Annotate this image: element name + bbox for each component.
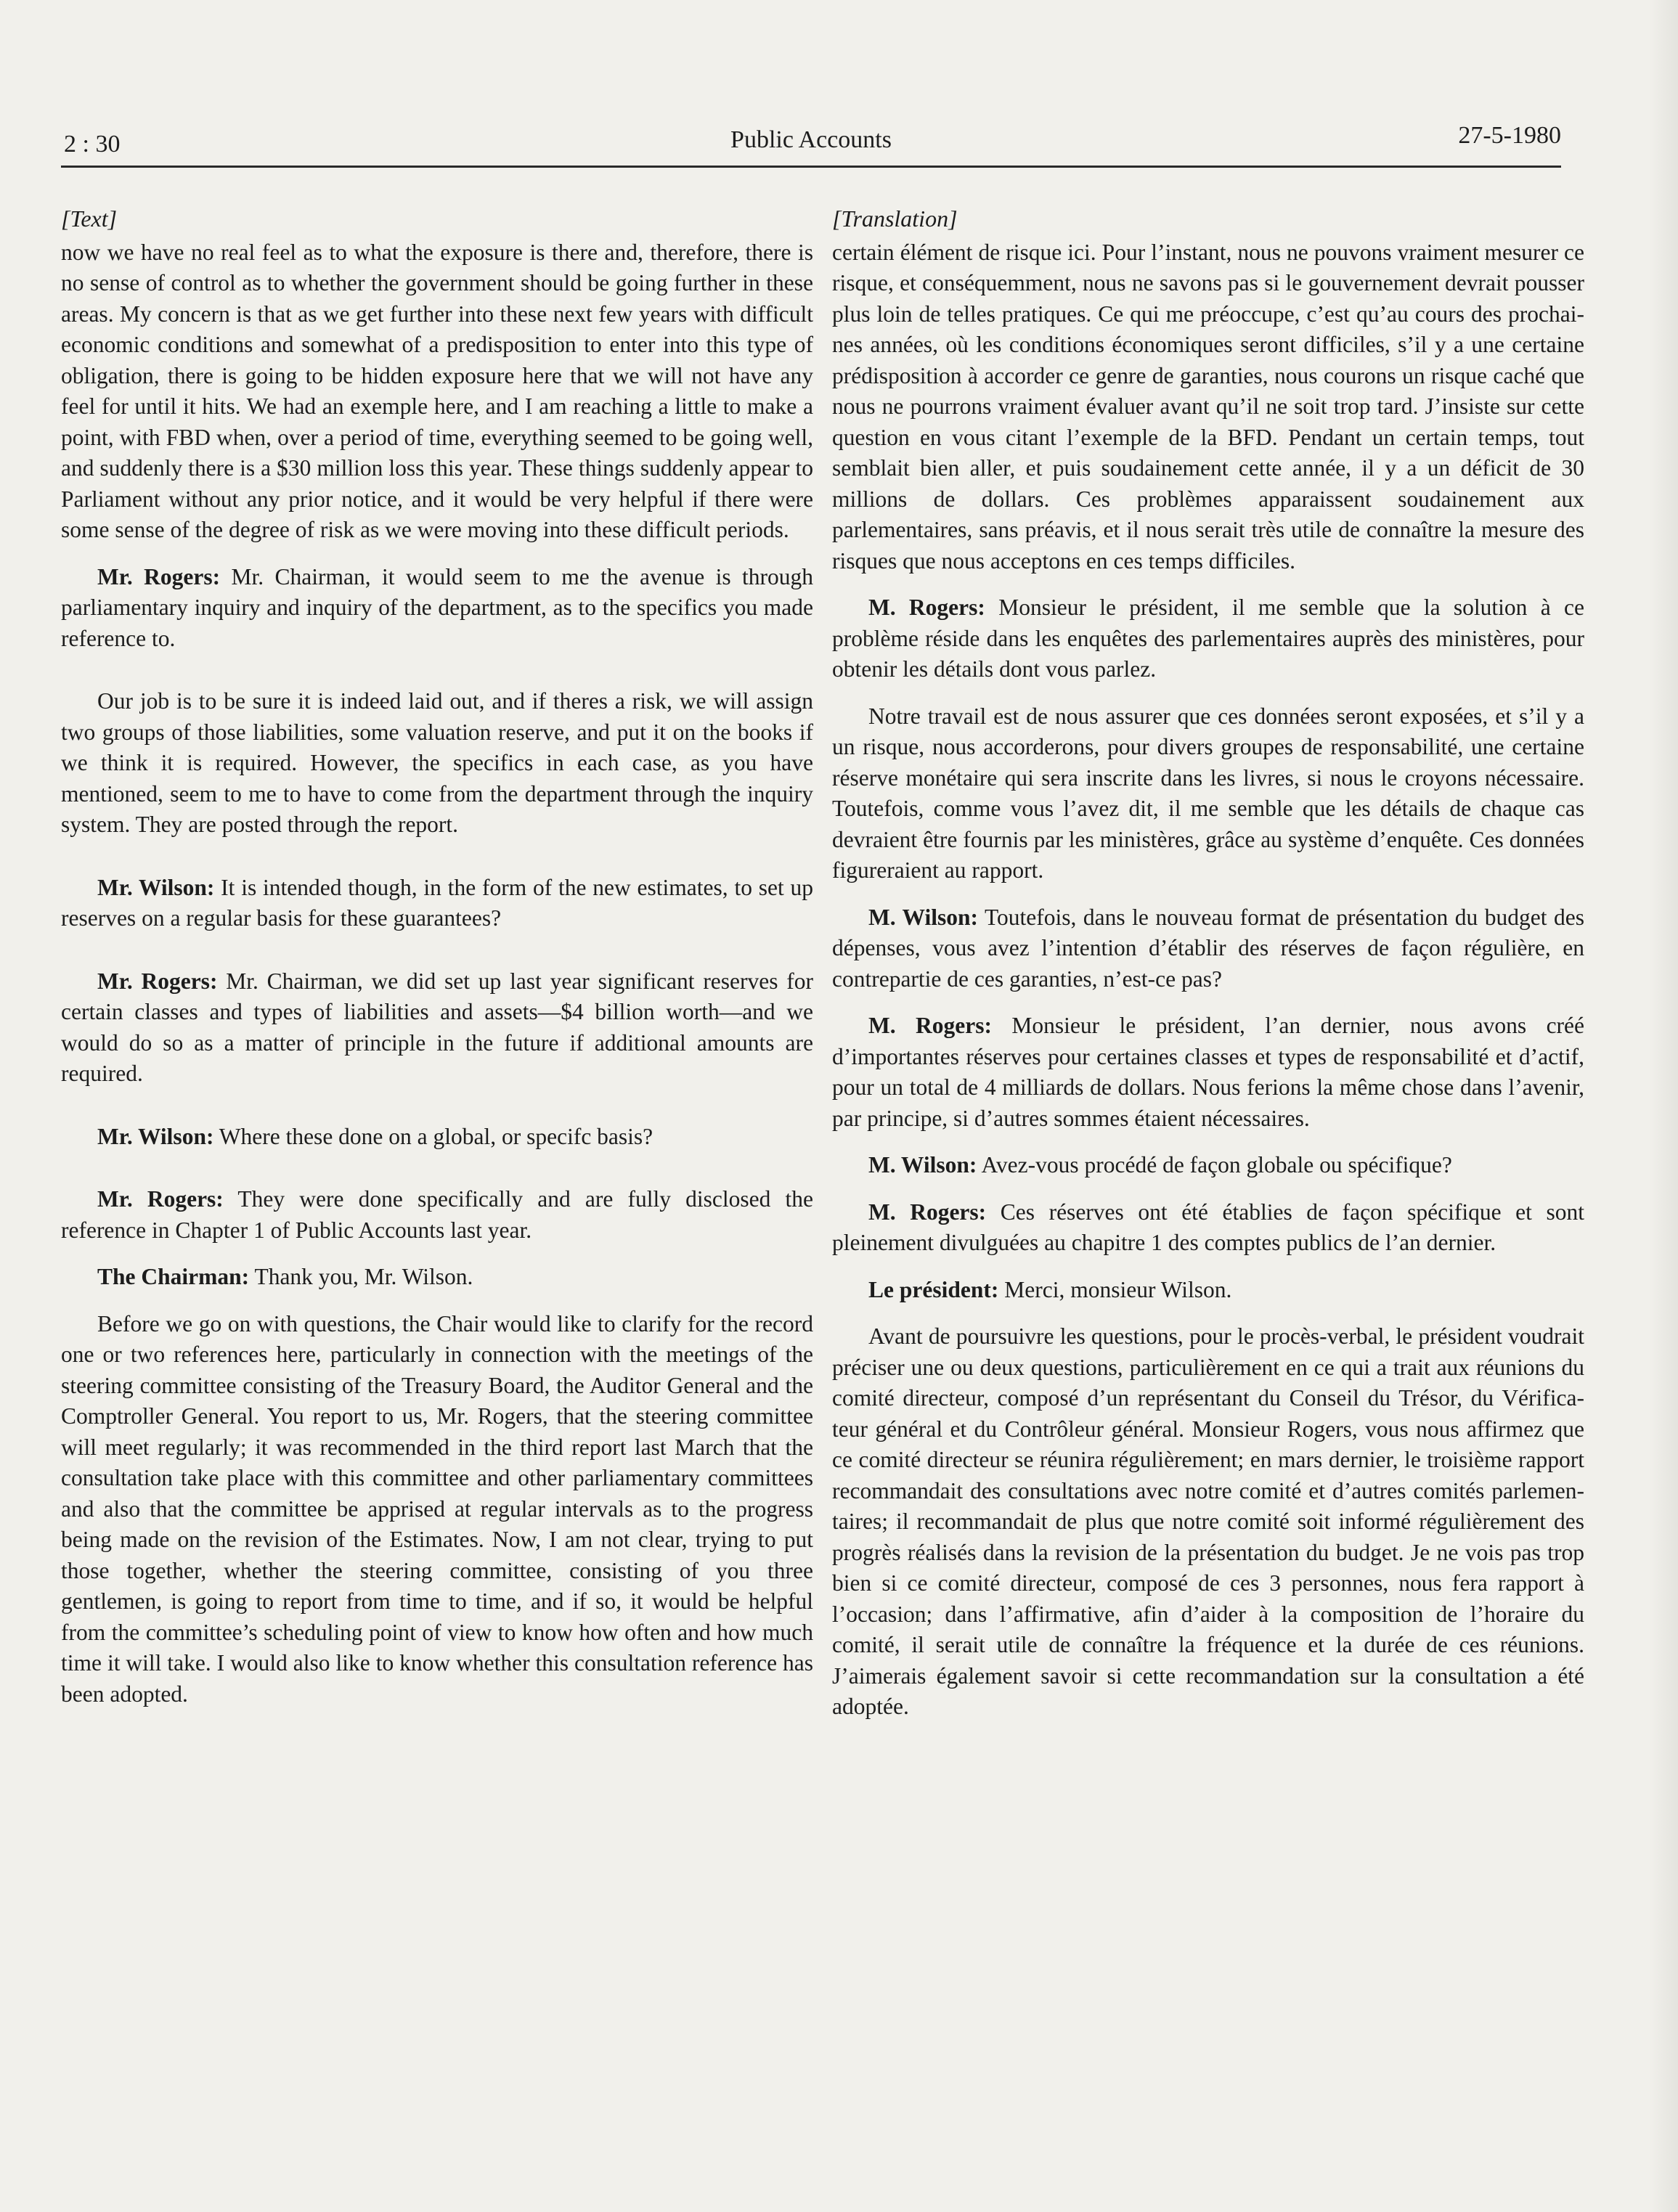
paragraph: Mr. Rogers: Mr. Chairman, it would seem to me the avenue is through parliamentary inquiry and inquiry of the department, as to the specifics you made reference to.: [61, 563, 814, 651]
paragraph: Notre travail est de nous assurer que ces données seront exposées, et s’il y a un risque, nous accorderons, pour divers groupes de responsabilité, une certaine réserve monétaire qui sera inscrite dans les livres, si nous le croyons nécessaire. Toutefois, comme vous l’avez dit, il me semble que les détails de chaque cas devraient être fournis par les ministères, grâce au système d’enquête. Ces données figureraient au rapport.: [832, 703, 1584, 883]
paragraph: Mr. Rogers: They were done specifically and are fully disclosed the reference in Chapter 1 of Public Accounts last year.: [61, 1186, 814, 1243]
speaker-name: Mr. Rogers:: [97, 1186, 224, 1212]
speaker-name: M. Rogers:: [868, 1199, 987, 1225]
paragraph: Mr. Rogers: Mr. Chairman, we did set up last year significant reserves for certain classes and types of liabilities and assets—$4 billion worth—and we would do so as a matter of principle in the future if additional amounts are required.: [61, 968, 814, 1086]
speaker-name: M. Rogers:: [868, 595, 985, 620]
paragraph: Mr. Wilson: It is intended though, in the form of the new estimates, to set up reserves on a regular basis for these guarantees?: [61, 874, 814, 931]
speaker-name: M. Rogers:: [868, 1013, 992, 1038]
paragraph: M. Wilson: Toutefois, dans le nouveau format de présentation du budget des dépenses, vous avez l’intention d’établir des réserves de façon régulière, en contrepartie de ces garanties, n’est-ce pas?: [832, 904, 1584, 992]
paragraph: Le président: Merci, monsieur Wilson.: [868, 1276, 1232, 1302]
paragraph: The Chairman: Thank you, Mr. Wilson.: [97, 1264, 473, 1289]
column-tag-text: [Text]: [61, 205, 118, 232]
speaker-name: M. Wilson:: [868, 1152, 977, 1178]
paragraph: M. Rogers: Monsieur le président, il me semble que la solution à ce problème réside dans les enquêtes des parlementaires auprès des ministères, pour obtenir les détails dont vous parlez.: [832, 595, 1584, 682]
speaker-name: Mr. Rogers:: [97, 563, 221, 589]
page-header: [61, 122, 1561, 168]
speaker-name: M. Wilson:: [868, 904, 978, 930]
paragraph: certain élément de risque ici. Pour l’instant, nous ne pouvons vraiment mesurer ce risque, et conséquemment, nous ne savons pas si le gouvernement devrait pousser plus loin de telles pratiques. Ce qui me préoccupe, c’est qu’au cours des prochaines années, où les conditions économiques seront difficiles, s’il y a une certaine prédisposition à accorder ce genre de garanties, nous courons un risque caché que nous ne pourrons vraiment évaluer avant qu’il ne soit trop tard. J’insiste sur cette question en vous citant l’exemple de la BFD. Pendant un certain temps, tout semblait bien aller, et puis soudainement cette année, il y a un déficit de 30 millions de dollars. Ces problèmes apparaissent soudainement aux parlementaires, sans préavis, et il nous serait très utile de connaître la mesure des risques que nous acceptons en ces temps difficiles.: [832, 239, 1584, 574]
speaker-name: Mr. Wilson:: [97, 874, 215, 900]
column-tag-translation: [Translation]: [832, 205, 958, 232]
page-date: 27-5-1980: [1458, 122, 1561, 149]
running-title: Public Accounts: [730, 126, 892, 153]
page-number: 2 : 30: [64, 131, 121, 158]
paragraph: Avant de poursuivre les questions, pour le procès-verbal, le président voudrait préciser une ou deux questions, particulièrement en ce qui a trait aux réunions du comité directeur, composé d’un représentant du Conseil du Trésor, du Vérificateur général et du Contrôleur général. Monsieur Rogers, vous nous affirmez que ce comité directeur se réunira régulièrement; en mars dernier, le troisième rapport recommandait des consultations avec notre comité et d’autres comités parlementaires; il recommandait de plus que notre comité soit informé régulièrement des progrès réalisés dans la revision de la présentation du budget. Je ne vois pas trop bien si ce comité directeur, composé de ces 3 personnes, nous fera rapport à l’occasion; dans l’affirmative, afin d’aider à la composition de l’horaire du comité, il serait utile de connaître la fréquence et la durée de ces réunions. J’aimerais également savoir si cette recommandation sur la consultation a été adoptée.: [832, 1323, 1584, 1719]
speaker-name: The Chairman:: [97, 1264, 250, 1289]
paragraph: M. Rogers: Ces réserves ont été établies de façon spécifique et sont pleinement divulguées au chapitre 1 des comptes publics de l’an dernier.: [832, 1199, 1584, 1255]
paragraph: Mr. Wilson: Where these done on a global, or specifc basis?: [97, 1123, 653, 1149]
french-column: [832, 203, 1584, 1739]
speaker-name: Le président:: [868, 1276, 999, 1302]
speaker-name: Mr. Wilson:: [97, 1123, 214, 1149]
speaker-name: Mr. Rogers:: [97, 968, 218, 994]
page-edge: [1649, 0, 1678, 2212]
paragraph: Our job is to be sure it is indeed laid out, and if theres a risk, we will assign two groups of those liabilities, some valuation reserve, and put it on the books if we think it is required. However, the specifics in each case, as you have mentioned, seem to me to have to come from the department through the inquiry system. They are posted through the report.: [61, 688, 813, 837]
paragraph: M. Rogers: Monsieur le président, l’an dernier, nous avons créé d’importantes réserves pour certaines classes et types de responsabilité et d’actif, pour un total de 4 milliards de dollars. Nous ferions la même chose dans l’avenir, par principe, si d’autres sommes étaient nécessaires.: [832, 1013, 1585, 1131]
paragraph: Before we go on with questions, the Chair would like to clarify for the record one or two references here, particularly in connection with the meetings of the steering committee consisting of the Treasury Board, the Auditor General and the Comptroller General. You report to us, Mr. Rogers, that the steering committee will meet regularly; it was recommended in the third report last March that the consultation take place with this committee and other parliamentary committees and also that the committee be apprised at regular intervals as to the progress being made on the revision of the Estimates. Now, I am not clear, trying to put those together, whether the steering committee, consisting of you three gentlemen, is going to report from time to time, and if so, it would be helpful from the committee’s scheduling point of view to know how often and how much time it will take. I would also like to know whether this consultation reference has been adopted.: [61, 1310, 813, 1707]
english-column: [61, 203, 813, 1726]
paragraph: M. Wilson: Avez-vous procédé de façon globale ou spécifique?: [868, 1152, 1452, 1178]
paragraph: now we have no real feel as to what the exposure is there and, therefore, there is no sense of control as to whether the government should be going further in these areas. My concern is that as we get further into these next few years with difficult economic conditions and somewhat of a predisposition to enter into this type of obligation, there is going to be hidden exposure here that we will not have any feel for until it hits. We had an exemple here, and I am reaching a little to make a point, with FBD when, over a period of time, everything seemed to be going well, and suddenly there is a $30 million loss this year. These things suddenly appear to Parliament without any prior notice, and it would be very helpful if there were some sense of the degree of risk as we were moving into these difficult periods.: [61, 239, 813, 542]
